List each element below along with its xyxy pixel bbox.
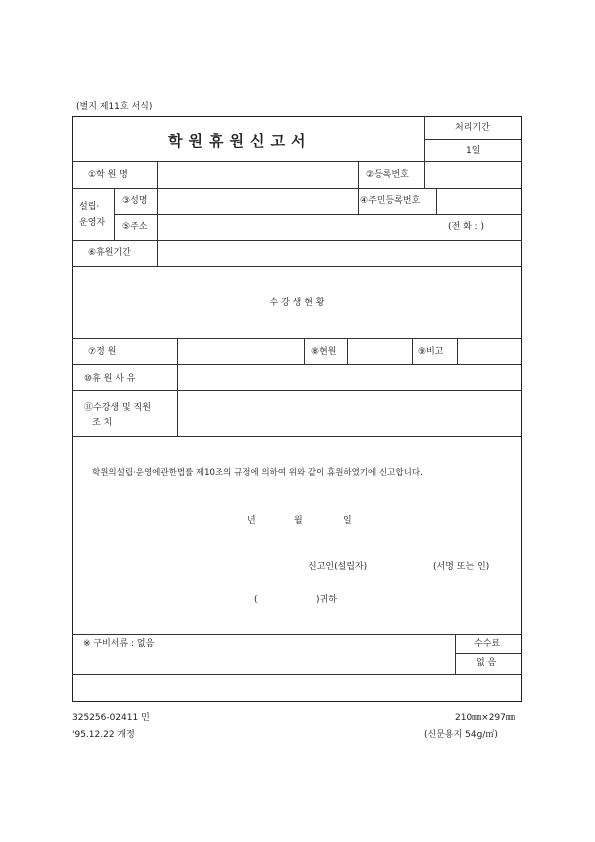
paper-size: 210㎜×297㎜ <box>455 713 515 723</box>
processing-period-label: 처리기간 <box>455 123 490 133</box>
current-count-label: ⑧현원 <box>311 347 337 357</box>
address-label: ⑤주소 <box>122 222 148 232</box>
divider <box>358 161 359 188</box>
recipient-field[interactable] <box>262 592 314 606</box>
signature-label: (서명 또는 인) <box>433 562 490 572</box>
phone-label: (전 화 : ) <box>448 222 485 232</box>
declaration-text: 학원의설립·운영에관한법률 제10조의 규정에 의하여 위와 같이 휴원하였기에 신고합니다. <box>92 468 423 478</box>
form-code: 325256-02411 민 <box>72 713 150 723</box>
capacity-label: ⑦정 원 <box>88 347 117 357</box>
divider <box>424 139 522 140</box>
resident-number-field[interactable] <box>437 189 521 213</box>
measures-field[interactable] <box>178 391 521 435</box>
revision-date: '95.12.22 개정 <box>72 730 135 740</box>
date-month: 월 <box>294 516 303 526</box>
closure-reason-label: ⑩휴 원 사 유 <box>84 374 136 384</box>
measures-label-line2: 조 치 <box>92 418 113 428</box>
form-title: 학원휴원신고서 <box>168 132 312 150</box>
divider <box>72 436 522 437</box>
divider <box>304 338 305 364</box>
date-year: 년 <box>247 516 256 526</box>
current-count-field[interactable] <box>348 339 411 363</box>
form-number-note: (별지 제11호 서식) <box>76 102 153 112</box>
students-status-heading: 수 강 생 현 황 <box>269 298 325 308</box>
measures-label-line1: ⑪수강생 및 직원 <box>84 403 151 413</box>
date-day: 일 <box>343 516 352 526</box>
closure-period-label: ⑥휴원기간 <box>88 248 131 258</box>
academy-name-field[interactable] <box>158 162 357 187</box>
capacity-field[interactable] <box>178 339 303 363</box>
founder-label-line2: 운영자 <box>79 218 106 228</box>
divider <box>72 674 522 675</box>
divider <box>412 338 413 364</box>
remarks-label: ⑨비고 <box>418 347 444 357</box>
closure-period-field[interactable] <box>158 241 521 265</box>
founder-label-line1: 설립· <box>79 202 100 212</box>
founder-name-field[interactable] <box>158 189 357 213</box>
required-documents-note: ※ 구비서류 : 없음 <box>83 639 155 649</box>
fee-label: 수수료 <box>474 639 501 649</box>
divider <box>455 634 456 674</box>
registration-number-label: ②등록번호 <box>366 170 409 180</box>
processing-period-value: 1일 <box>466 146 481 156</box>
divider <box>455 653 522 654</box>
paper-type: (신문용지 54g/㎡) <box>424 730 498 740</box>
fee-value: 없 음 <box>476 658 497 668</box>
divider <box>358 188 359 214</box>
recipient-open: ( <box>254 595 258 605</box>
registration-number-field[interactable] <box>425 162 521 187</box>
reporter-label: 신고인(설립자) <box>308 562 368 572</box>
divider <box>72 266 522 267</box>
name-label: ③성명 <box>122 196 148 206</box>
closure-reason-field[interactable] <box>178 365 521 390</box>
academy-name-label: ①학 원 명 <box>88 170 128 180</box>
recipient-suffix: )귀하 <box>316 595 337 605</box>
remarks-field[interactable] <box>458 339 521 363</box>
resident-number-label: ④주민등록번호 <box>360 196 421 206</box>
address-field[interactable] <box>158 215 448 239</box>
